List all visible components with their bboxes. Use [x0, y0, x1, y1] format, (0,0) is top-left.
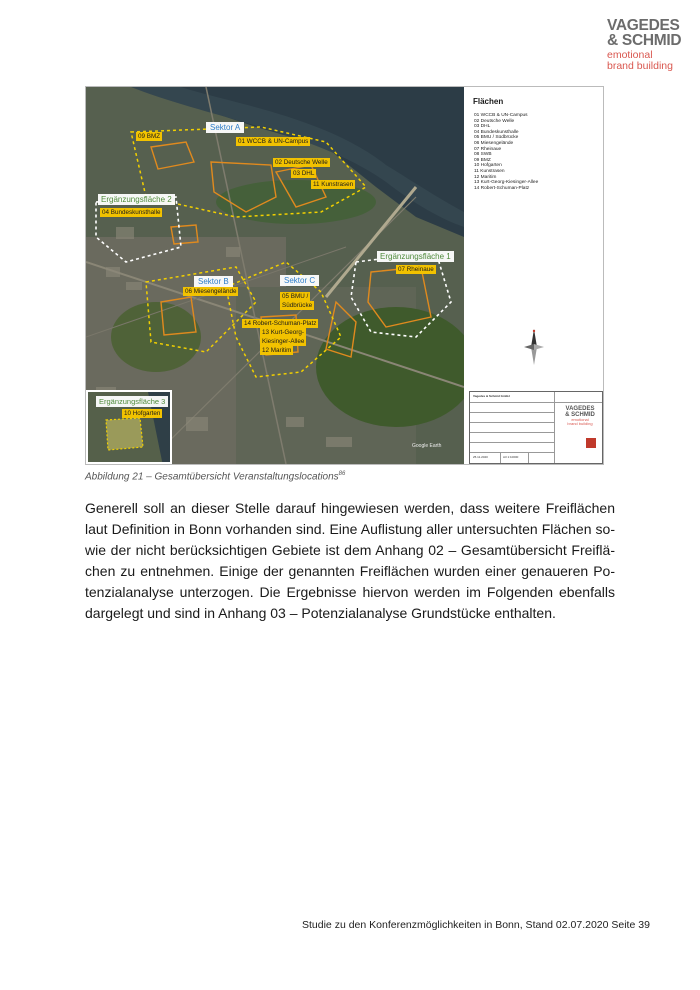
label-02-dw: 02 Deutsche Welle [275, 159, 328, 166]
label-04-bundeskunsthalle: 04 Bundeskunsthalle [102, 209, 161, 216]
ergaenzung-3-label: Ergänzungsfläche 3 [96, 396, 168, 407]
page-footer: Studie zu den Konferenzmöglichkeiten in Bonn, Stand 02.07.2020 Seite 39 [302, 919, 650, 931]
logo-tagline-1: emotional [607, 49, 653, 61]
north-arrow-icon [523, 327, 545, 367]
inset-ergaenzung-3 [86, 390, 172, 464]
legend-item: 12 Maritim [474, 174, 497, 180]
ergaenzung-2-label: Ergänzungsfläche 2 [98, 194, 175, 205]
titleblock-scale: A3 1:10000 [503, 455, 519, 459]
label-13-kga-1: 13 Kurt-Georg- [262, 329, 304, 336]
figure-caption [85, 471, 345, 482]
legend-item: 10 Hofgarten [474, 163, 502, 169]
legend-item: 04 Bundeskunsthalle [474, 129, 519, 135]
label-06-miesengelaende: 06 Miesengelände [185, 288, 237, 295]
caption-footnote: 86 [338, 471, 346, 477]
aerial-map [86, 87, 464, 464]
legend-item: 01 WCCB & UN-Campus [474, 113, 528, 118]
label-13-kga-2: Kiesinger-Allee [262, 338, 305, 345]
label-12-maritim: 12 Maritim [262, 347, 292, 354]
legend-title: Flächen [473, 97, 504, 106]
logo-tagline-2: brand building [607, 59, 673, 72]
legend-item: 05 BMU / Südbrücke [474, 135, 519, 141]
google-earth-credit: Google Earth [412, 443, 442, 449]
overview-figure [85, 86, 604, 465]
map-legend [468, 87, 603, 388]
label-11-kunstrasen: 11 Kunstrasen [313, 181, 354, 188]
legend-item: 13 Kurt-Georg-Kiesinger-Allee [474, 180, 539, 186]
titleblock-logo-line-2: & SCHMID [565, 412, 595, 418]
label-14-rsp: 14 Robert-Schuman-Platz [244, 320, 317, 327]
label-07-rheinaue: 07 Rheinaue [398, 266, 434, 273]
sektor-c-label: Sektor C [280, 275, 319, 286]
legend-item: 07 Rheinaue [474, 146, 502, 152]
plan-title-block [469, 391, 603, 464]
legend-item: 08 SWB [474, 152, 492, 158]
titleblock-logo-tagline-2: brand building [567, 421, 593, 426]
legend-item: 11 Kunstrasen [474, 168, 505, 174]
titleblock-red-stamp [586, 438, 596, 448]
caption-text: Abbildung 21 – Gesamtübersicht Veranstaltungslocations [85, 471, 339, 483]
titleblock-logo-line-1: VAGEDES [565, 406, 595, 412]
brand-logo [607, 18, 691, 71]
titleblock-date: 25.11.2020 [473, 455, 488, 459]
ergaenzung-1-label: Ergänzungsfläche 1 [377, 251, 454, 262]
sektor-a-label: Sektor A [206, 122, 244, 133]
label-05-bmu-2: Südbrücke [282, 302, 313, 309]
legend-item: 14 Robert-Schuman-Platz [474, 185, 530, 191]
logo-line-1: VAGEDES [607, 17, 680, 34]
label-05-bmu-1: 05 BMU / [282, 293, 309, 300]
logo-line-2: & SCHMID [607, 32, 682, 49]
legend-item: 06 Miesengelände [474, 140, 514, 146]
label-10-hofgarten: 10 Hofgarten [124, 410, 161, 417]
legend-item: 03 DHL [474, 124, 491, 130]
label-09-bmz: 09 BMZ [138, 133, 161, 140]
legend-item: 02 Deutsche Welle [474, 118, 515, 124]
sektor-b-label: Sektor B [194, 276, 233, 287]
titleblock-logo [562, 406, 598, 426]
titleblock-logo-tagline-1: emotional [571, 417, 589, 422]
body-paragraph: Generell soll an dieser Stelle darauf hingewiesen werden, dass weitere Freiflächen laut Definition in Bonn vorhanden sind. Eine Auflistung aller untersuchten Flächen sowie der nicht berücksichtigen Gebiete ist dem Anhang 02 – Gesamtübersicht Freiflächen zu entnehmen. Einige der genannten Freiflächen wurden einer genaueren Potenzialanalyse unterzogen. Die Ergebnisse hiervon werden im Folgenden ebenfalls dargelegt und sind in Anhang 03 – Potenzialanalyse Grundstücke enthalten. [85, 500, 615, 621]
legend-item: 09 BMZ [474, 157, 491, 163]
label-03-dhl: 03 DHL [293, 170, 315, 177]
label-01-wccb: 01 WCCB & UN-Campus [238, 138, 309, 145]
titleblock-company: Vagedes & Schmid GmbH [473, 394, 510, 398]
